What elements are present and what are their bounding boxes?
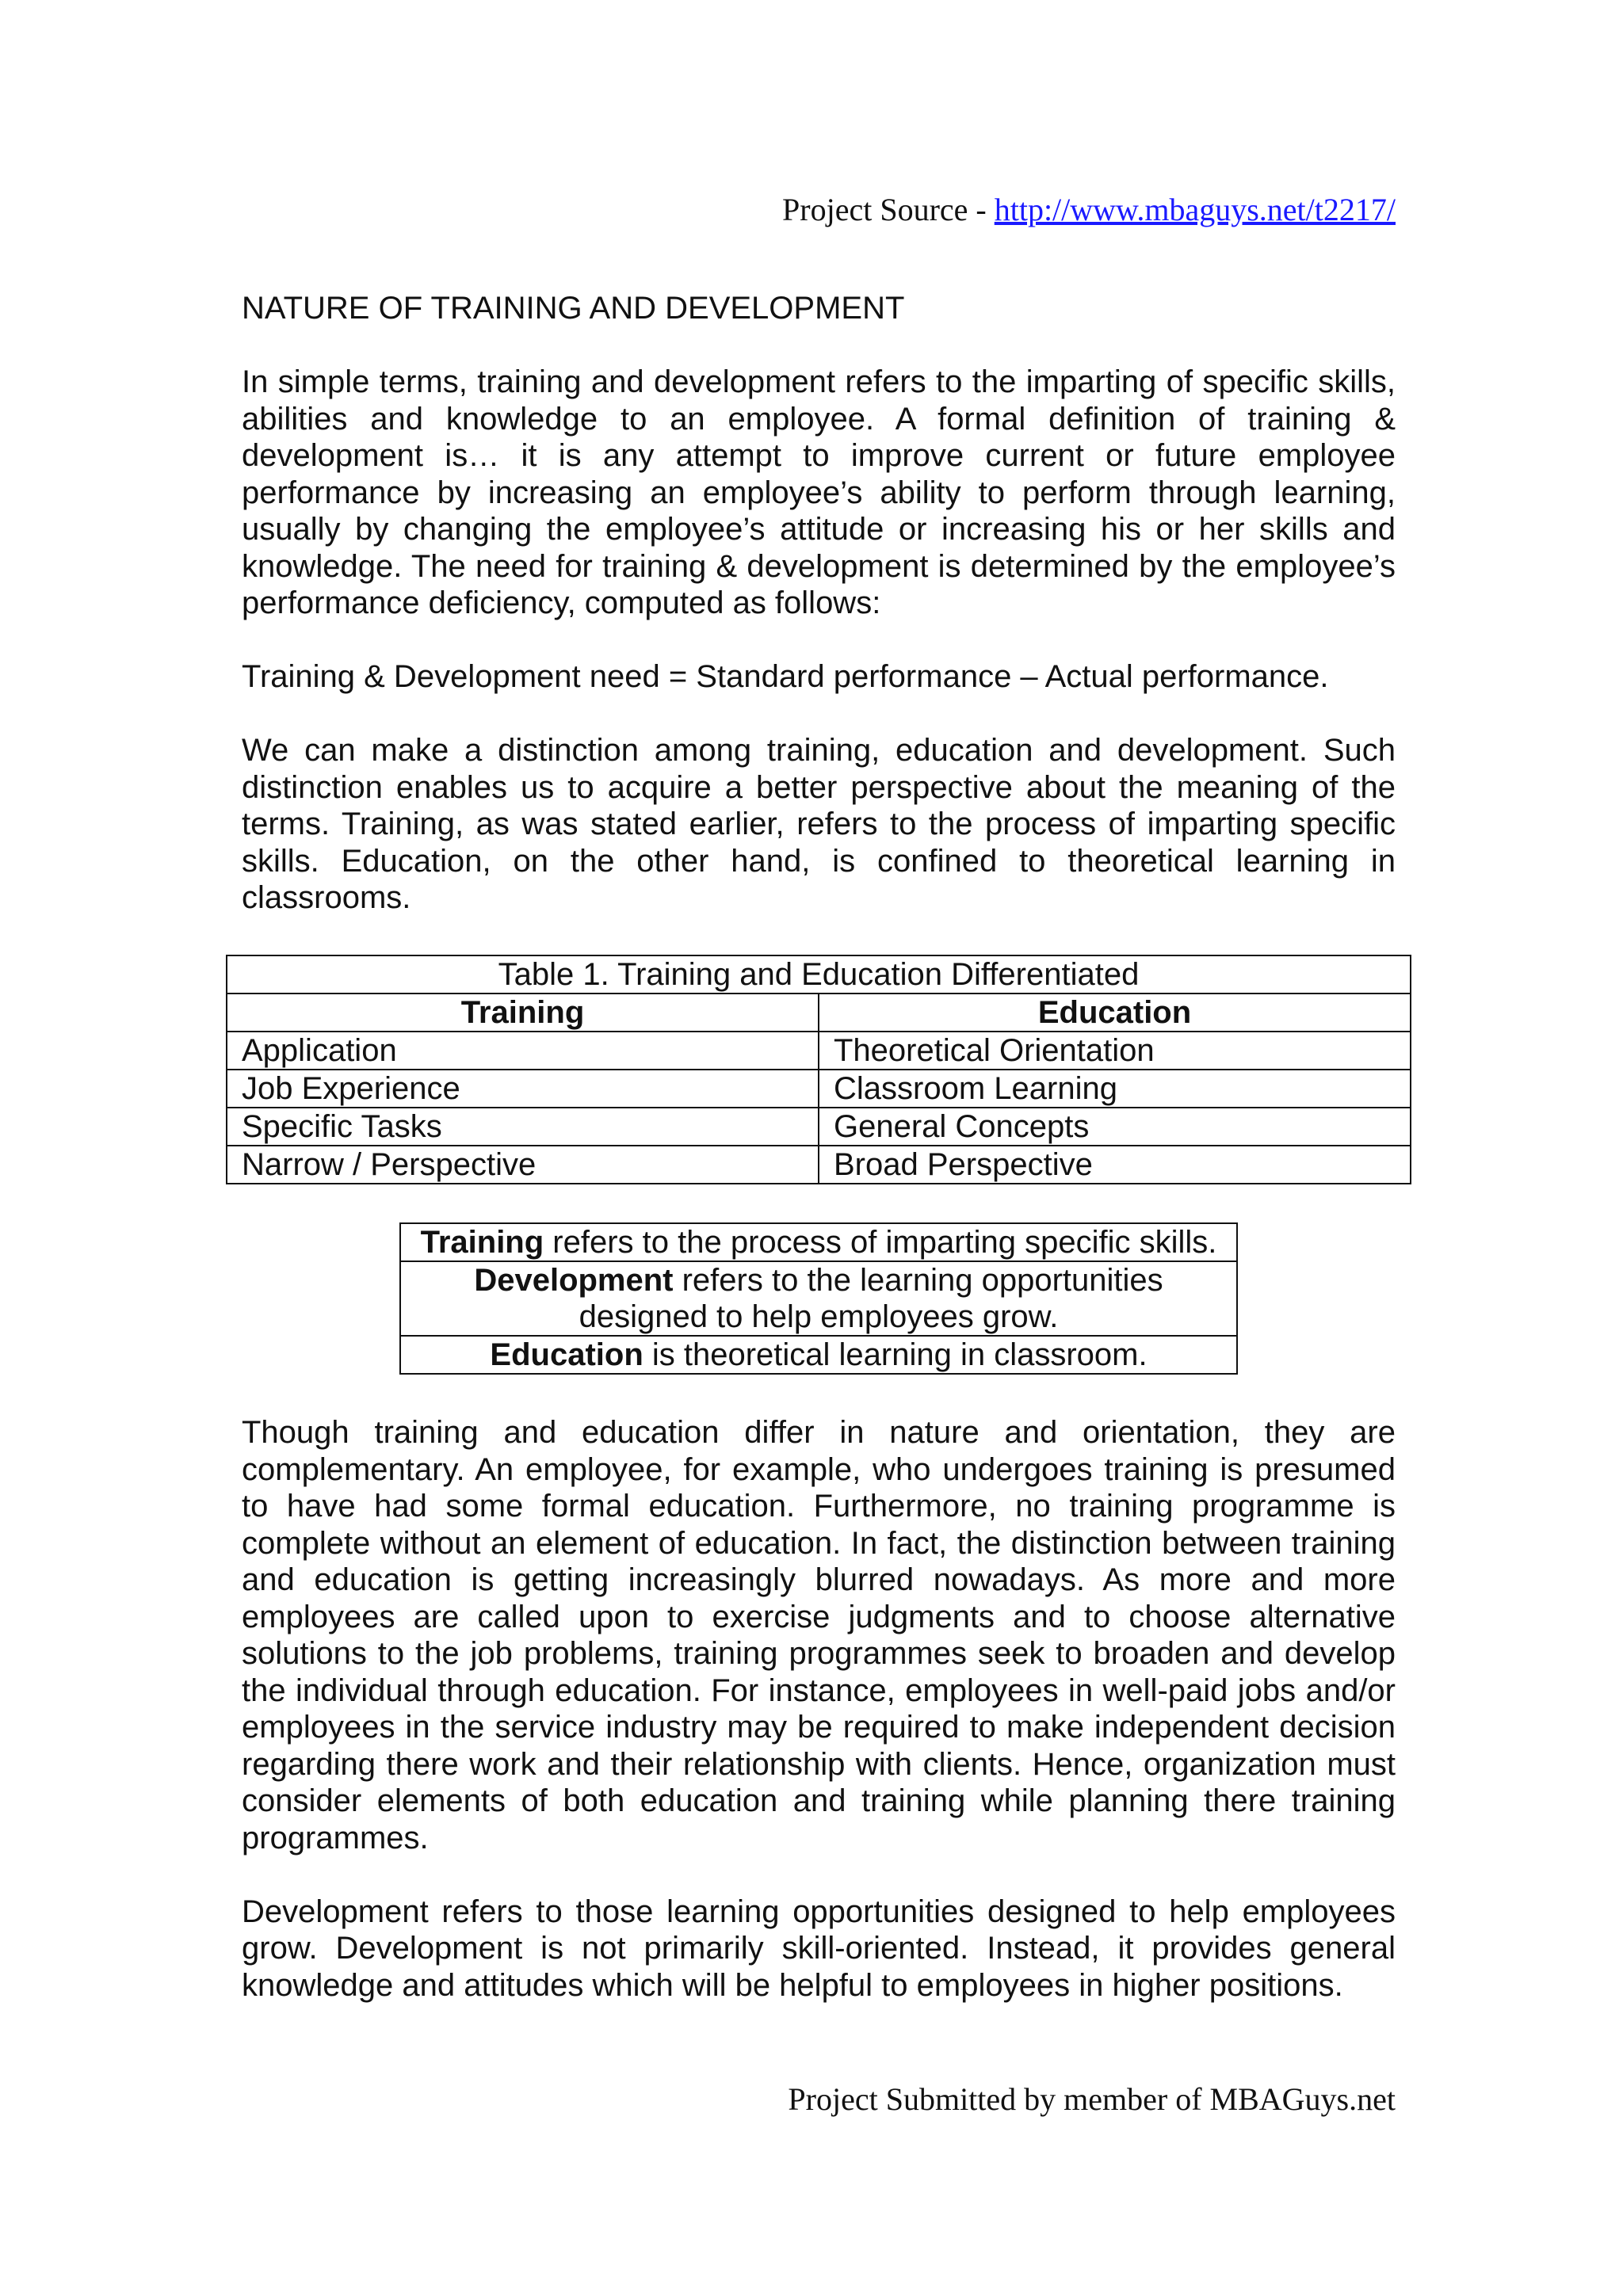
definition-row	[400, 1261, 1237, 1336]
project-source-header	[782, 190, 1396, 230]
table-row	[227, 1146, 1411, 1184]
paragraph-development: Development refers to those learning opportunities designed to help employees grow. Development is not primarily skill-oriented. Instead, it provides general knowledge and attitudes which will be helpful to employees in higher positions.	[242, 1894, 1396, 2003]
table-cell: General Concepts	[819, 1108, 1411, 1146]
discussion-section	[242, 1414, 1396, 2041]
table-cell: Broad Perspective	[819, 1146, 1411, 1184]
definition-row	[400, 1336, 1237, 1374]
intro-section	[242, 290, 1396, 953]
table-cell: Narrow / Perspective	[227, 1146, 819, 1184]
table-row	[227, 1108, 1411, 1146]
definition-term: Development	[474, 1263, 674, 1298]
table-caption: Table 1. Training and Education Differentiated	[227, 955, 1411, 994]
page-footer: Project Submitted by member of MBAGuys.net	[788, 2081, 1396, 2117]
table-row	[227, 1032, 1411, 1070]
paragraph-complementary: Though training and education differ in nature and orientation, they are complementary. An employee, for example, who undergoes training is presumed to have had some formal education. Furthermore, no training programme is complete without an element of education. In fact, the distinction between training and education is getting increasingly blurred nowadays. As more and more employees are called upon to exercise judgments and to choose alternative solutions to the job problems, training programmes seek to broaden and develop the individual through education. For instance, employees in well-paid jobs and/or employees in the service industry may be required to make independent decision regarding there work and their relationship with clients. Hence, organization must consider elements of both education and training while planning there training programmes.	[242, 1415, 1396, 1855]
table-header-row	[227, 994, 1411, 1032]
definition-text: is theoretical learning in classroom.	[643, 1337, 1148, 1372]
training-education-table	[226, 955, 1411, 1184]
table-row	[227, 1070, 1411, 1108]
definition-text: refers to the learning opportunities designed to help employees grow.	[579, 1263, 1163, 1334]
project-source-link[interactable]: http://www.mbaguys.net/t2217/	[994, 192, 1396, 227]
definition-text: refers to the process of imparting specific skills.	[544, 1225, 1217, 1260]
table-cell: Classroom Learning	[819, 1070, 1411, 1108]
column-header-training: Training	[227, 994, 819, 1032]
definition-term: Education	[490, 1337, 643, 1372]
paragraph-definition: In simple terms, training and development refers to the imparting of specific skills, abilities and knowledge to an employee. A formal definition of training & development is… it is any attempt to improve current or future employee performance by increasing an employee’s ability to perform through learning, usually by changing the employee’s attitude or increasing his or her skills and knowledge. The need for training & development is determined by the employee’s performance deficiency, computed as follows:	[242, 364, 1396, 620]
table-cell: Application	[227, 1032, 819, 1070]
paragraph-formula: Training & Development need = Standard performance – Actual performance.	[242, 659, 1329, 694]
paragraph-distinction: We can make a distinction among training, education and development. Such distinction enables us to acquire a better perspective about the meaning of the terms. Training, as was stated earlier, refers to the process of imparting specific skills. Education, on the other hand, is confined to theoretical learning in classrooms.	[242, 733, 1396, 915]
definitions-box	[399, 1222, 1238, 1375]
column-header-education: Education	[819, 994, 1411, 1032]
table-cell: Specific Tasks	[227, 1108, 819, 1146]
definition-development	[400, 1261, 1237, 1336]
definition-row	[400, 1223, 1237, 1261]
table-cell: Theoretical Orientation	[819, 1032, 1411, 1070]
project-source-label: Project Source -	[782, 192, 995, 227]
definition-training	[400, 1223, 1237, 1261]
page-heading: NATURE OF TRAINING AND DEVELOPMENT	[242, 291, 905, 326]
definition-term: Training	[420, 1225, 544, 1260]
definition-education	[400, 1336, 1237, 1374]
table-cell: Job Experience	[227, 1070, 819, 1108]
table-caption-row	[227, 955, 1411, 994]
